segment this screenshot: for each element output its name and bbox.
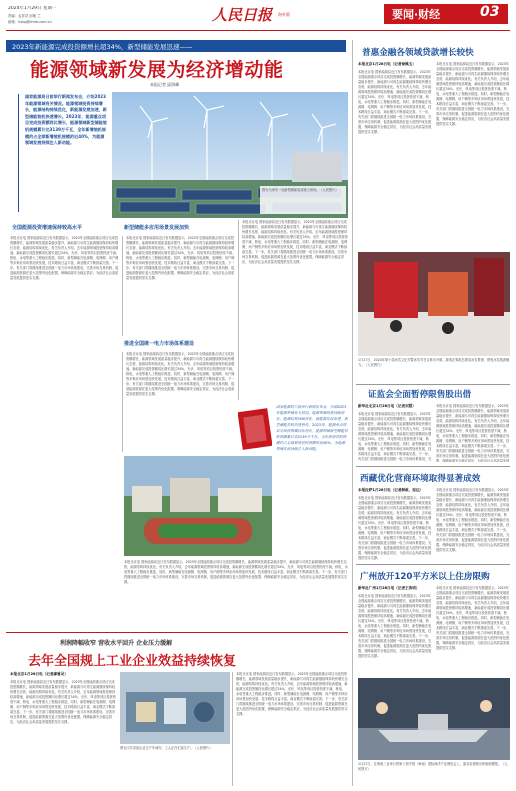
masthead-email: 邮箱：hxbg@rmrb.com.cn (8, 20, 52, 24)
ship-model-photo (358, 678, 510, 760)
lead-byline: 本报记者 邱海峰 (150, 82, 180, 87)
right-a3-col-1: 本报北京电 国家能源局近日发布数据显示，2023年全国能源重点项目完成投资额增长，能源领域发展质量稳步提升，新能源与可再生能源继续保持较快增长态势，能源结构持续优化。有关负责人介绍，去年能源领域投资保持较高增速，新能源完成投资额同比增长超过34%，光伏、风电等项目投资热度不减，核电、水电等重大工程稳步推进。同时，新型储能在电源侧、电网侧、用户侧等多种应用场景加快发展，技术路线日益丰富，商业模式不断探索完善。下一步，有关部门将继续推进全国统一电力市场体系建设，完善市场交易机制，促进能源资源在更大范围内优化配置，保障能源安全稳定供应，为经济社会高质量发展提供坚实支撑。 (358, 496, 432, 560)
right-divider-2 (356, 466, 510, 467)
bottom-col-1: 本报北京电 国家能源局近日发布数据显示，2023年全国能源重点项目完成投资额增长，能源领域发展质量稳步提升，新能源与可再生能源继续保持较快增长态势，能源结构持续优化。有关负责人介绍，去年能源领域投资保持较高增速，新能源完成投资额同比增长超过34%，光伏、风电等项目投资热度不减，核电、水电等重大工程稳步推进。同时，新型储能在电源侧、电网侧、用户侧等多种应用场景加快发展，技术路线日益丰富，商业模式不断探索完善。下一步，有关部门将继续推进全国统一电力市场体系建设，完善市场交易机制，促进能源资源在更大范围内优化配置，保障能源安全稳定供应，为经济社会高质量发展提供坚实支撑。 (10, 680, 116, 724)
lead-photo (112, 92, 348, 218)
section-banner (384, 4, 508, 24)
right-bottom-photo (358, 678, 510, 760)
right-a1-byline: 本报北京1月28日电（记者徐佩玉） (358, 62, 416, 66)
green-campus-photo (124, 456, 272, 556)
masthead-date: 2024年1月29日 星期一 (8, 6, 57, 11)
bottom-kicker: 利润降幅收窄 营收水平回升 企业压力缓解 (60, 640, 173, 647)
lead-kicker: 2023年新能源完成投资额增长超34%，新型储能发展迅速—— (12, 43, 193, 51)
lead-photo-2 (124, 456, 272, 556)
page-number: 03 (480, 4, 500, 20)
right-photo-caption: 1月27日，2024年第十届冰雪文化节暨冰雪节在吉林市开幕。游客在雾凇岛观赏冰雪景观，感受冰雪旅游魅力。（人民图片） (358, 358, 510, 367)
lead-sub2: 新型储能多应用场景发展加快 (124, 225, 190, 231)
right-a1-col-2: 本报北京电 国家能源局近日发布数据显示，2023年全国能源重点项目完成投资额增长，能源领域发展质量稳步提升，新能源与可再生能源继续保持较快增长态势，能源结构持续优化。有关负责人介绍，去年能源领域投资保持较高增速，新能源完成投资额同比增长超过34%，光伏、风电等项目投资热度不减，核电、水电等重大工程稳步推进。同时，新型储能在电源侧、电网侧、用户侧等多种应用场景加快发展，技术路线日益丰富，商业模式不断探索完善。下一步，有关部门将继续推进全国统一电力市场体系建设，完善市场交易机制，促进能源资源在更大范围内优化配置，保障能源安全稳定供应，为经济社会高质量发展提供坚实支撑。 (436, 62, 510, 126)
right-a1-title: 普惠金融各领域贷款增长较快 (362, 48, 474, 58)
lead-title: 能源领域新发展为经济增动能 (30, 59, 284, 81)
bottom-divider (6, 632, 348, 633)
masthead-editor: 责编：孟祥洪 邱敏 兰 (8, 14, 41, 18)
right-a4-byline: 新华社广州1月28日电（记者王浩明） (358, 586, 420, 590)
lead-col-2: 本报北京电 国家能源局近日发布数据显示，2023年全国能源重点项目完成投资额增长，能源领域发展质量稳步提升，新能源与可再生能源继续保持较快增长态势，能源结构持续优化。有关负责人介绍，去年能源领域投资保持较高增速，新能源完成投资额同比增长超过34%，光伏、风电等项目投资热度不减，核电、水电等重大工程稳步推进。同时，新型储能在电源侧、电网侧、用户侧等多种应用场景加快发展，技术路线日益丰富，商业模式不断探索完善。下一步，有关部门将继续推进全国统一电力市场体系建设，完善市场交易机制，促进能源资源在更大范围内优化配置，保障能源安全稳定供应，为经济社会高质量发展提供坚实支撑。 (122, 236, 236, 336)
right-a2-col-2: 本报北京电 国家能源局近日发布数据显示，2023年全国能源重点项目完成投资额增长，能源领域发展质量稳步提升，新能源与可再生能源继续保持较快增长态势，能源结构持续优化。有关负责人介绍，去年能源领域投资保持较高增速，新能源完成投资额同比增长超过34%，光伏、风电等项目投资热度不减，核电、水电等重大工程稳步推进。同时，新型储能在电源侧、电网侧、用户侧等多种应用场景加快发展，技术路线日益丰富，商业模式不断探索完善。下一步，有关部门将继续推进全国统一电力市场体系建设，完善市场交易机制，促进能源资源在更大范围内优化配置，保障能源安全稳定供应，为经济社会高质量发展 (436, 404, 510, 462)
right-a4-col-2: 本报北京电 国家能源局近日发布数据显示，2023年全国能源重点项目完成投资额增长，能源领域发展质量稳步提升，新能源与可再生能源继续保持较快增长态势，能源结构持续优化。有关负责人介绍，去年能源领域投资保持较高增速，新能源完成投资额同比增长超过34%，光伏、风电等项目投资热度不减，核电、水电等重大工程稳步推进。同时，新型储能在电源侧、电网侧、用户侧等多种应用场景加快发展，技术路线日益丰富，商业模式不断探索完善。下一步，有关部门将继续推进全国统一电力市场体系建设，完善市场交易机制，促进能源资源在更大范围内优化配置，保障能源安全稳定供应，为经济社会高质量发展提供坚实支撑。 (436, 586, 510, 650)
right-a2-col-1: 本报北京电 国家能源局近日发布数据显示，2023年全国能源重点项目完成投资额增长，能源领域发展质量稳步提升，新能源与可再生能源继续保持较快增长态势，能源结构持续优化。有关负责人介绍，去年能源领域投资保持较高增速，新能源完成投资额同比增长超过34%，光伏、风电等项目投资热度不减，核电、水电等重大工程稳步推进。同时，新型储能在电源侧、电网侧、用户侧等多种应用场景加快发展，技术路线日益丰富，商业模式不断探索完善。下一步，有关部门将继续推进全国统一电力市场体系建设，完 (358, 412, 432, 461)
right-a4-title: 广州放开120平方米以上住房限购 (360, 572, 490, 582)
lead-kicker-bar (6, 40, 346, 52)
bottom-byline: 本报北京1月28日电（记者廖睿灵） (10, 672, 68, 676)
right-a3-col-2: 本报北京电 国家能源局近日发布数据显示，2023年全国能源重点项目完成投资额增长，能源领域发展质量稳步提升，新能源与可再生能源继续保持较快增长态势，能源结构持续优化。有关负责人介绍，去年能源领域投资保持较高增速，新能源完成投资额同比增长超过34%，光伏、风电等项目投资热度不减，核电、水电等重大工程稳步推进。同时，新型储能在电源侧、电网侧、用户侧等多种应用场景加快发展，技术路线日益丰富，商业模式不断探索完善。下一步，有关部门将继续推进全国统一电力市场体系建设，完善市场交易机制，促进能源资源在更大范围内优化配置，保障能源安全稳定供应，为经济社会高质量发展提供坚实支撑。 (436, 488, 510, 552)
lead-photo-caption: 图为天津市一处新型储能电站施工现场。（人民图片） (262, 188, 339, 192)
right-a3-byline: 本报拉萨1月28日电（记者鲜敢、琼达） (358, 488, 424, 492)
right-photo (358, 252, 510, 356)
red-stamp-graphic (238, 404, 272, 454)
ice-festival-photo (358, 252, 510, 356)
lead-summary-box (18, 94, 108, 212)
right-a1-col-1: 本报北京电 国家能源局近日发布数据显示，2023年全国能源重点项目完成投资额增长，能源领域发展质量稳步提升，新能源与可再生能源继续保持较快增长态势，能源结构持续优化。有关负责人介绍，去年能源领域投资保持较高增速，新能源完成投资额同比增长超过34%，光伏、风电等项目投资热度不减，核电、水电等重大工程稳步推进。同时，新型储能在电源侧、电网侧、用户侧等多种应用场景加快发展，技术路线日益丰富，商业模式不断探索完善。下一步，有关部门将继续推进全国统一电力市场体系建设，完善市场交易机制，促进能源资源在更大范围内优化配置，保障能源安全稳定供应，为经济社会高质量发展提供坚实支撑。 (358, 70, 432, 134)
lead-sidebar-quote: 国家能源局日前举行新闻发布会，介绍2023年能源领域有关情况。能源领域投资持续增长，能源结构持续优化，新能源发展加速，新型储能装机快速增长。2023年，能源重点项目完成投资额同比增长，能源领域新型储能装机规模累计达3139万千瓦，全年新增装机规模约占全球新增装机规模的近40%，为能源领域发展持续注入新动能。 (276, 405, 348, 451)
right-a2-byline: 新华社北京1月28日电（记者刘慧） (358, 404, 416, 408)
lead-col-1: 本报北京电 国家能源局近日发布数据显示，2023年全国能源重点项目完成投资额增长，能源领域发展质量稳步提升，新能源与可再生能源继续保持较快增长态势，能源结构持续优化。有关负责人介绍，去年能源领域投资保持较高增速，新能源完成投资额同比增长超过34%，光伏、风电等项目投资热度不减，核电、水电等重大工程稳步推进。同时，新型储能在电源侧、电网侧、用户侧等多种应用场景加快发展，技术路线日益丰富，商业模式不断探索完善。下一步，有关部门将继续推进全国统一电力市场体系建设，完善市场交易机制，促进能源资源在更大范围内优化配置，保障能源安全稳定供应，为经济社会高质量发展提供坚实支撑。 (10, 236, 120, 280)
bottom-title: 去年全国规上工业企业效益持续恢复 (28, 654, 237, 669)
right-a4-col-1: 本报北京电 国家能源局近日发布数据显示，2023年全国能源重点项目完成投资额增长，能源领域发展质量稳步提升，新能源与可再生能源继续保持较快增长态势，能源结构持续优化。有关负责人介绍，去年能源领域投资保持较高增速，新能源完成投资额同比增长超过34%，光伏、风电等项目投资热度不减，核电、水电等重大工程稳步推进。同时，新型储能在电源侧、电网侧、用户侧等多种应用场景加快发展，技术路线日益丰富，商业模式不断探索完善。下一步，有关部门将继续推进全国统一电力市场体系建设，完善市场交易机制，促进能源资源在更大范围内优化配置，保障能源安全稳定供应，为经济社会高质量发展提供坚实支撑。 (358, 594, 432, 658)
lead-col-2b: 本报北京电 国家能源局近日发布数据显示，2023年全国能源重点项目完成投资额增长，能源领域发展质量稳步提升，新能源与可再生能源继续保持较快增长态势，能源结构持续优化。有关负责人介绍，去年能源领域投资保持较高增速，新能源完成投资额同比增长超过34%，光伏、风电等项目投资热度不减，核电、水电等重大工程稳步推进。同时，新型储能在电源侧、电网侧、用户侧等多种应用场景加快发展，技术路线日益丰富，商业模式不断探索完善。下一步，有关部门将继续推进全国统一电力市场体系建设，完善市场交易机制，促进能源资源在更大范围内优化配置，保障能源安全稳定供应，为经济社会高质量发展提供坚实支撑。 (122, 352, 236, 452)
right-a2-title: 证监会全面暂停限售股出借 (368, 390, 472, 400)
section-title: 要闻·财经 (392, 8, 441, 21)
masthead-logo: 人民日报 (212, 6, 273, 24)
masthead (0, 0, 516, 40)
bottom-photo (120, 672, 230, 744)
lead-photo-caption-box (260, 186, 346, 214)
lead-sub3: 推进全国统一电力市场体系建设 (124, 341, 195, 347)
factory-photo (120, 672, 230, 744)
lead-col-4: 本报北京电 国家能源局近日发布数据显示，2023年全国能源重点项目完成投资额增长，能源领域发展质量稳步提升，新能源与可再生能源继续保持较快增长态势，能源结构持续优化。有关负责人介绍，去年能源领域投资保持较高增速，新能源完成投资额同比增长超过34%，光伏、风电等项目投资热度不减，核电、水电等重大工程稳步推进。同时，新型储能在电源侧、电网侧、用户侧等多种应用场景加快发展，技术路线日益丰富，商业模式不断探索完善。下一步，有关部门将继续推进全国统一电力市场体系建设，完善市场交易机制，促进能源资源在更大范围内优化配置，保障能源安全稳定供应，为经济社会高质量发展提供坚实支撑。 (124, 560, 348, 584)
stamp-icon (238, 404, 272, 454)
masthead-logo-sub: 海外版 (278, 12, 290, 17)
bottom-photo-caption: 图为江苏省某企业生产车间内，工人正在忙碌生产。（人民图片） (120, 746, 213, 750)
right-divider-1 (356, 384, 510, 385)
right-column-rule (352, 40, 353, 786)
right-bottom-caption: 1月27日，在海南三亚举行的第十届中国（海南）国际海洋产业博览会上，嘉宾参观展出的船舶模型。（人民图片） (358, 762, 508, 771)
lead-col-3: 本报北京电 国家能源局近日发布数据显示，2023年全国能源重点项目完成投资额增长，能源领域发展质量稳步提升，新能源与可再生能源继续保持较快增长态势，能源结构持续优化。有关负责人介绍，去年能源领域投资保持较高增速，新能源完成投资额同比增长超过34%，光伏、风电等项目投资热度不减，核电、水电等重大工程稳步推进。同时，新型储能在电源侧、电网侧、用户侧等多种应用场景加快发展，技术路线日益丰富，商业模式不断探索完善。下一步，有关部门将继续推进全国统一电力市场体系建设，完善市场交易机制，促进能源资源在更大范围内优化配置，保障能源安全稳定供应，为经济社会高质量发展提供坚实支撑。 (238, 220, 348, 400)
lead-sub1: 全国能源投资增速保持较高水平 (12, 225, 83, 231)
masthead-rule (6, 30, 510, 31)
right-a3-title: 西藏优化营商环境取得显著成效 (360, 474, 481, 484)
right-divider-3 (356, 564, 510, 565)
lead-summary: 国家能源局日前举行新闻发布会，介绍2023年能源领域有关情况。能源领域投资持续增长，能源结构持续优化，新能源发展加速，新型储能装机快速增长。2023年，能源重点项目完成投资额同比增长，能源领域新型储能装机规模累计达3139万千瓦，全年新增装机规模约占全球新增装机规模的近40%，为能源领域发展持续注入新动能。 (25, 94, 107, 146)
bottom-col-2: 本报北京电 国家能源局近日发布数据显示，2023年全国能源重点项目完成投资额增长，能源领域发展质量稳步提升，新能源与可再生能源继续保持较快增长态势，能源结构持续优化。有关负责人介绍，去年能源领域投资保持较高增速，新能源完成投资额同比增长超过34%，光伏、风电等项目投资热度不减，核电、水电等重大工程稳步推进。同时，新型储能在电源侧、电网侧、用户侧等多种应用场景加快发展，技术路线日益丰富，商业模式不断探索完善。下一步，有关部门将继续推进全国统一电力市场体系建设，完善市场交易机制，促进能源资源在更大范围内优化配置，保障能源安全稳定供应，为经济社会高质量发展提供坚实支撑。 (232, 672, 348, 786)
